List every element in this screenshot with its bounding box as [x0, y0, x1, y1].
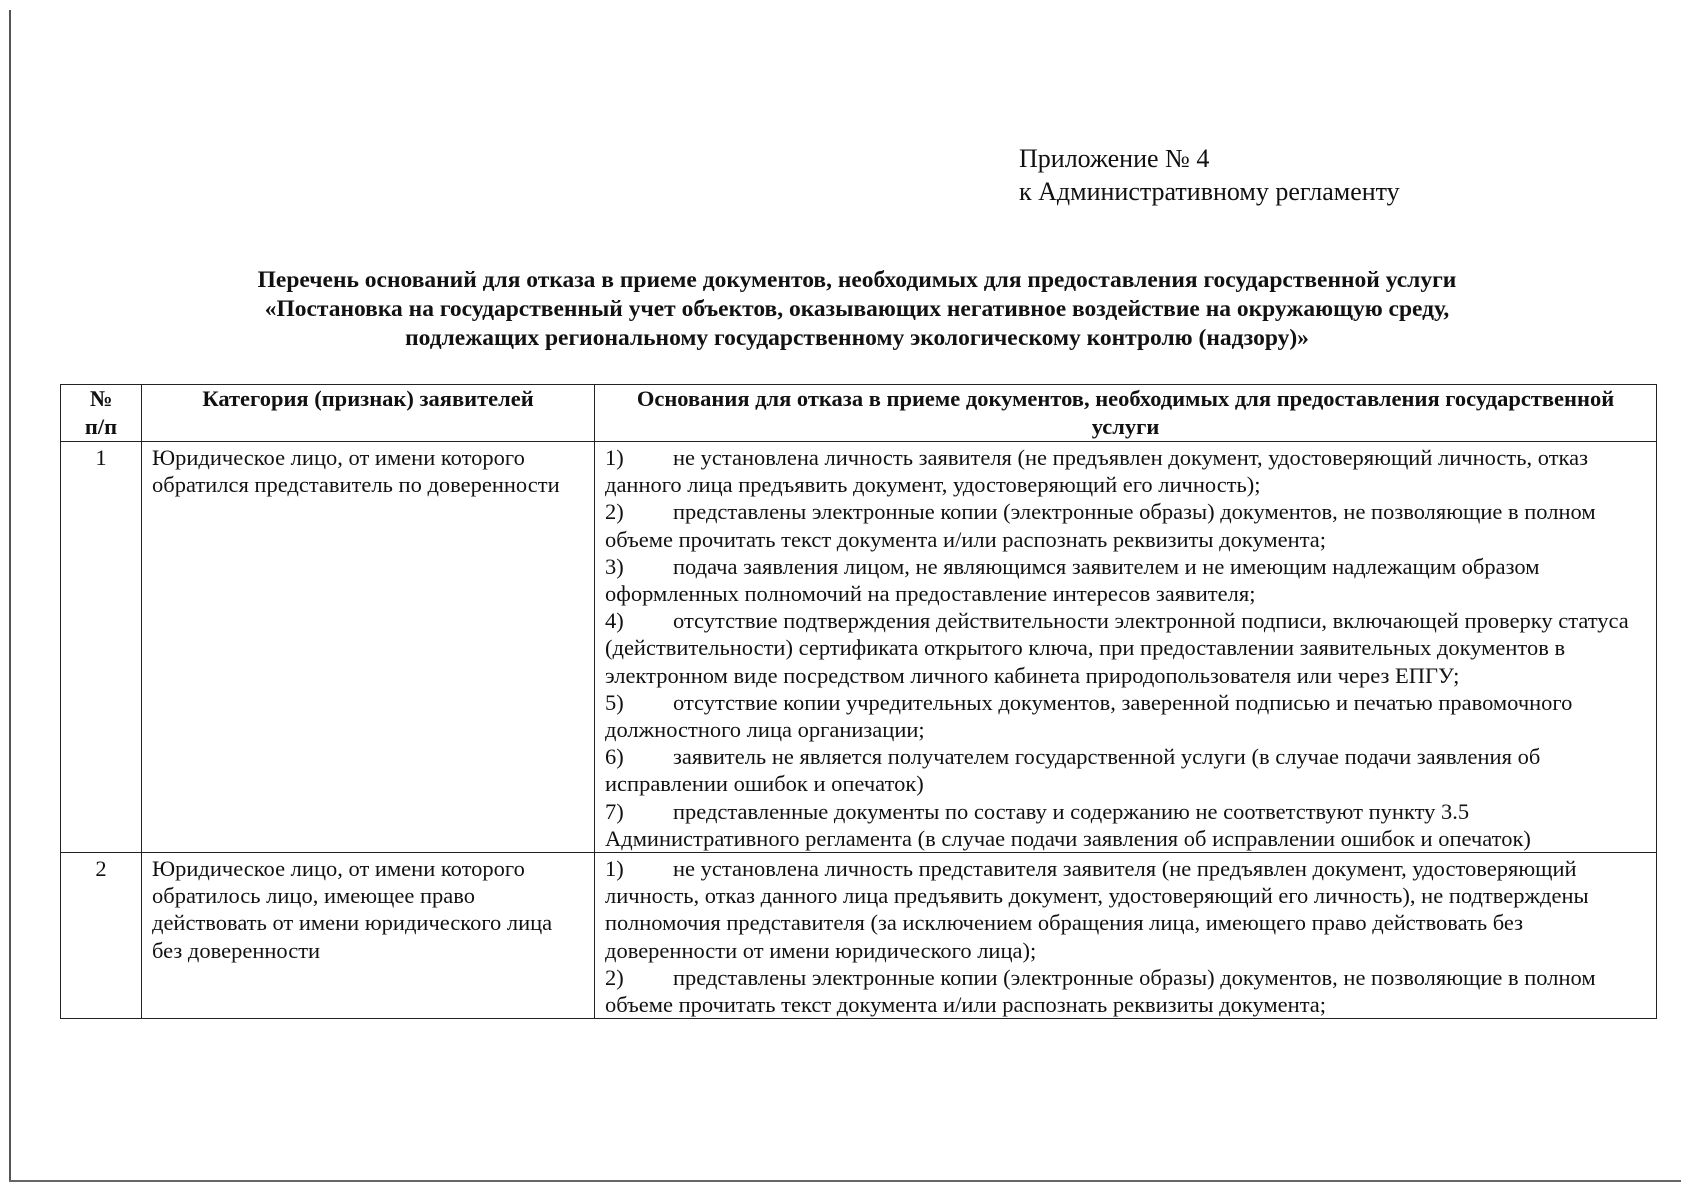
ground-item-number: 7): [605, 798, 624, 824]
ground-item-text: заявитель не является получателем государственной услуги (в случае подачи заявления об исправлении ошибок и опечаток): [605, 744, 1541, 797]
ground-item-text: не установлена личность представителя заявителя (не предъявлен документ, удостоверяющий личность, отказ данного лица предъявить документ, удостоверяющий его личность), не подтверждены полномочия представителя (за исключением обращения лица, имеющего право действовать без доверенности от имени юридического лица);: [605, 856, 1589, 963]
table-row: [61, 853, 1657, 1019]
title-line-2: «Постановка на государственный учет объектов, оказывающих негативное воздействие на окружающую среду,: [264, 296, 1450, 322]
ground-item: [605, 855, 1650, 964]
ground-item: [605, 689, 1650, 743]
ground-item: [605, 743, 1650, 797]
ground-item-text: отсутствие подтверждения действительности электронной подписи, включающей проверку статуса (действительности) сертификата открытого ключа, при предоставлении заявительных документов в электронном виде посредством личного кабинета природопользователя или через ЕПГУ;: [605, 608, 1629, 688]
header-number-line-2: п/п: [84, 414, 118, 439]
ground-item: [605, 553, 1650, 607]
table-row: [61, 442, 1657, 853]
row-grounds: [595, 442, 1657, 853]
row-category: Юридическое лицо, от имени которого обратилось лицо, имеющее право действовать от имени юридического лица без доверенности: [142, 853, 595, 1019]
ground-item-number: 1): [605, 445, 624, 470]
ground-item-number: 4): [605, 608, 624, 634]
row-category: Юридическое лицо, от имени которого обратился представитель по доверенности: [142, 442, 595, 853]
ground-item-text: представлены электронные копии (электронные образы) документов, не позволяющие в полном объеме прочитать текст документа и/или распознать реквизиты документа;: [605, 964, 1596, 1018]
appendix-note: [1019, 142, 1400, 208]
table-body: [61, 442, 1657, 1019]
ground-item-number: 1): [605, 856, 624, 882]
header-category: Категория (признак) заявителей: [142, 385, 595, 442]
table-header-row: [61, 385, 1657, 442]
ground-item-number: 2): [605, 499, 624, 525]
ground-item-number: 6): [605, 744, 624, 770]
ground-item: [605, 798, 1650, 852]
appendix-line-1: Приложение № 4: [1019, 144, 1210, 173]
header-grounds: Основания для отказа в приеме документов, необходимых для предоставления государственной услуги: [595, 385, 1657, 442]
row-number: 2: [61, 853, 142, 1019]
ground-item-number: 5): [605, 689, 624, 715]
row-grounds: [595, 853, 1657, 1019]
ground-item: [605, 964, 1650, 1018]
page-border-left: [9, 10, 11, 1182]
ground-item-text: представленные документы по составу и содержанию не соответствуют пункту 3.5 Административного регламента (в случае подачи заявления об исправлении ошибок и опечаток): [605, 798, 1531, 851]
title-line-3: подлежащих региональному государственному экологическому контролю (надзору)»: [405, 325, 1309, 351]
ground-item-number: 2): [605, 964, 624, 990]
ground-item-text: отсутствие копии учредительных документов, заверенной подписью и печатью правомочного должностного лица организации;: [605, 689, 1573, 743]
header-number: [61, 385, 142, 442]
grounds-table: [60, 384, 1657, 1019]
ground-item: [605, 498, 1650, 552]
appendix-line-2: к Административному регламенту: [1019, 177, 1400, 206]
header-number-line-1: №: [89, 386, 113, 411]
ground-item: [605, 444, 1650, 498]
ground-item-text: подача заявления лицом, не являющимся заявителем и не имеющим надлежащим образом оформленных полномочий на предоставление интересов заявителя;: [605, 553, 1540, 607]
ground-item: [605, 607, 1650, 689]
title-line-1: Перечень оснований для отказа в приеме документов, необходимых для предоставления государственной услуги: [257, 267, 1457, 293]
row-number: 1: [61, 442, 142, 853]
ground-item-number: 3): [605, 553, 624, 579]
ground-item-text: не установлена личность заявителя (не предъявлен документ, удостоверяющий личность, отказ данного лица предъявить документ, удостоверяющий его личность);: [605, 445, 1589, 498]
document-title: [60, 266, 1654, 353]
page-border-bottom: [9, 1180, 1681, 1182]
ground-item-text: представлены электронные копии (электронные образы) документов, не позволяющие в полном объеме прочитать текст документа и/или распознать реквизиты документа;: [605, 499, 1596, 552]
